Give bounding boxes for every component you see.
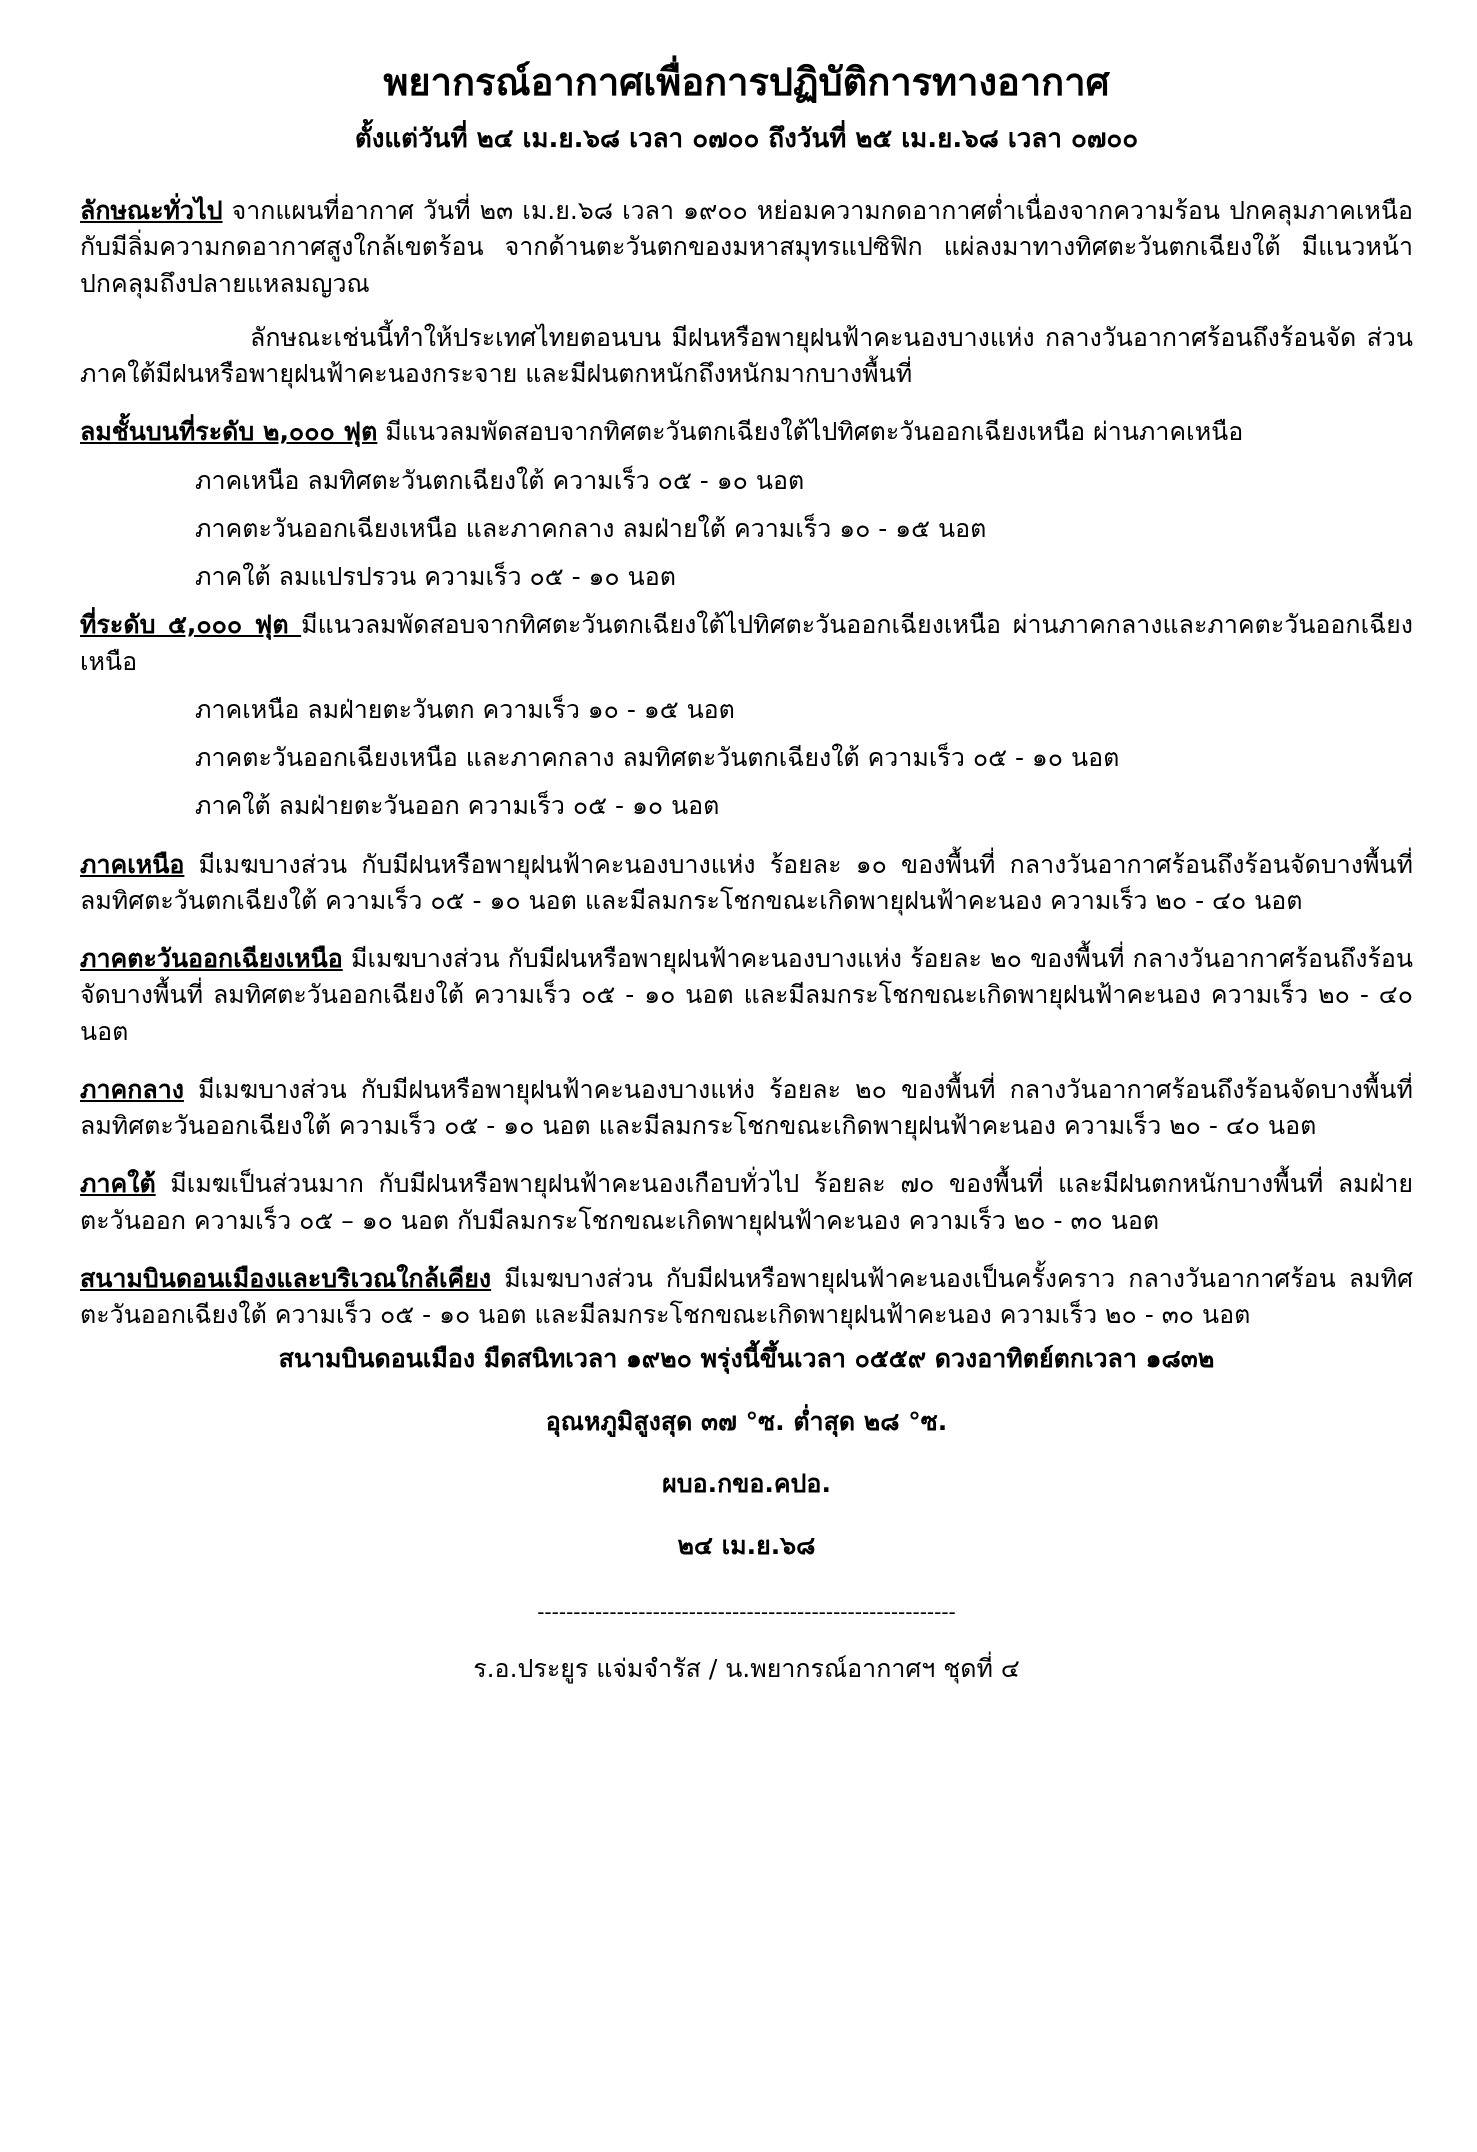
northeast-section: [80, 941, 1413, 1050]
wind-5000-section: [80, 607, 1413, 680]
airport-text: มีเมฆบางส่วน กับมีฝนหรือพายุฝนฟ้าคะนองเป็นครั้งคราว กลางวันอากาศร้อน ลมทิศตะวันออกเฉียงใต้ ความเร็ว ๐๕ - ๑๐ นอต และมีลมกระโชกขณะเกิดพายุฝนฟ้าคะนอง ความเร็ว ๒๐ - ๓๐ นอต: [80, 1263, 1413, 1330]
general-section: [80, 193, 1413, 302]
forecaster-signature: ร.อ.ประยูร แจ่มจำรัส / น.พยากรณ์อากาศฯ ชุดที่ ๔: [473, 1654, 1020, 1684]
central-section: [80, 1072, 1413, 1145]
sun-times: สนามบินดอนเมือง มืดสนิทเวลา ๑๙๒๐ พรุ่งนี้ขึ้นเวลา ๐๕๕๙ ดวงอาทิตย์ตกเวลา ๑๘๓๒: [278, 1344, 1215, 1374]
wind-5000-line: ภาคเหนือ ลมฝ่ายตะวันตก ความเร็ว ๑๐ - ๑๕ นอต: [195, 694, 735, 724]
issuing-unit: ผบอ.กขอ.คปอ.: [662, 1468, 831, 1498]
wind-5000-text: มีแนวลมพัดสอบจากทิศตะวันตกเฉียงใต้ไปทิศตะวันออกเฉียงเหนือ ผ่านภาคกลางและภาคตะวันออกเฉียงเหนือ: [80, 610, 1414, 676]
north-label: ภาคเหนือ: [80, 849, 185, 879]
wind-2000-line: ภาคเหนือ ลมทิศตะวันตกเฉียงใต้ ความเร็ว ๐๕ - ๑๐ นอต: [195, 465, 805, 495]
general-text-2: ลักษณะเช่นนี้ทำให้ประเทศไทยตอนบน มีฝนหรือพายุฝนฟ้าคะนองบางแห่ง กลางวันอากาศร้อนถึงร้อนจัด ส่วนภาคใต้มีฝนหรือพายุฝนฟ้าคะนองกระจาย และมีฝนตกหนักถึงหนักมากบางพื้นที่: [80, 322, 1413, 389]
wind-5000-label: ที่ระดับ ๕,๐๐๐ ฟุต: [80, 610, 302, 640]
wind-2000-line: ภาคใต้ ลมแปรปรวน ความเร็ว ๐๕ - ๑๐ นอต: [195, 562, 676, 592]
temperature: อุณหภูมิสูงสุด ๓๗ °ซ. ต่ำสุด ๒๘ °ซ.: [545, 1406, 948, 1436]
general-text: จากแผนที่อากาศ วันที่ ๒๓ เม.ย.๖๘ เวลา ๑๙๐๐ หย่อมความกดอากาศต่ำเนื่องจากความร้อน ปกคลุมภาคเหนือ กับมีลิ่มความกดอากาศสูงใกล้เขตร้อน จากด้านตะวันตกของมหาสมุทรแปซิฟิก แผ่ลงมาทางทิศตะวันตกเฉียงใต้ มีแนวหน้าปกคลุมถึงปลายแหลมญวณ: [80, 196, 1413, 298]
wind-5000-line: ภาคใต้ ลมฝ่ายตะวันออก ความเร็ว ๐๕ - ๑๐ นอต: [195, 791, 720, 821]
airport-section: [80, 1261, 1413, 1334]
south-label: ภาคใต้: [80, 1169, 156, 1199]
wind-2000-text: มีแนวลมพัดสอบจากทิศตะวันตกเฉียงใต้ไปทิศตะวันออกเฉียงเหนือ ผ่านภาคเหนือ: [377, 417, 1244, 447]
wind-2000-label: ลมชั้นบนที่ระดับ ๒,๐๐๐ ฟุต: [80, 417, 378, 447]
issue-date: ๒๔ เม.ย.๖๘: [677, 1531, 816, 1561]
north-text: มีเมฆบางส่วน กับมีฝนหรือพายุฝนฟ้าคะนองบางแห่ง ร้อยละ ๑๐ ของพื้นที่ กลางวันอากาศร้อนถึงร้อนจัดบางพื้นที่ ลมทิศตะวันตกเฉียงใต้ ความเร็ว ๐๕ - ๑๐ นอต และมีลมกระโชกขณะเกิดพายุฝนฟ้าคะนอง ความเร็ว ๒๐ - ๔๐ นอต: [80, 849, 1413, 915]
page-title: พยากรณ์อากาศเพื่อการปฏิบัติการทางอากาศ: [383, 60, 1110, 104]
wind-5000-line: ภาคตะวันออกเฉียงเหนือ และภาคกลาง ลมทิศตะวันตกเฉียงใต้ ความเร็ว ๐๕ - ๑๐ นอต: [195, 743, 1120, 773]
forecast-period: ตั้งแต่วันที่ ๒๔ เม.ย.๖๘ เวลา ๐๗๐๐ ถึงวันที่ ๒๕ เม.ย.๖๘ เวลา ๐๗๐๐: [354, 124, 1139, 155]
wind-2000-line: ภาคตะวันออกเฉียงเหนือ และภาคกลาง ลมฝ่ายใต้ ความเร็ว ๑๐ - ๑๕ นอต: [195, 513, 987, 543]
south-text: มีเมฆเป็นส่วนมาก กับมีฝนหรือพายุฝนฟ้าคะนองเกือบทั่วไป ร้อยละ ๗๐ ของพื้นที่ และมีฝนตกหนักบางพื้นที่ ลมฝ่ายตะวันออก ความเร็ว ๐๕ – ๑๐ นอต กับมีลมกระโชกขณะเกิดพายุฝนฟ้าคะนอง ความเร็ว ๒๐ - ๓๐ นอต: [80, 1169, 1413, 1235]
airport-label: สนามบินดอนเมืองและบริเวณใกล้เคียง: [80, 1263, 492, 1293]
central-label: ภาคกลาง: [80, 1074, 184, 1104]
wind-2000-section: [80, 414, 1413, 450]
south-section: [80, 1166, 1413, 1239]
general-label: ลักษณะทั่วไป: [80, 196, 223, 226]
divider-line: ----------------------------------------------------------: [537, 1600, 956, 1625]
northeast-text: มีเมฆบางส่วน กับมีฝนหรือพายุฝนฟ้าคะนองบางแห่ง ร้อยละ ๒๐ ของพื้นที่ กลางวันอากาศร้อนถึงร้อนจัดบางพื้นที่ ลมทิศตะวันออกเฉียงใต้ ความเร็ว ๐๕ - ๑๐ นอต และมีลมกระโชกขณะเกิดพายุฝนฟ้าคะนอง ความเร็ว ๒๐ - ๔๐ นอต: [80, 944, 1413, 1046]
north-section: [80, 847, 1413, 920]
central-text: มีเมฆบางส่วน กับมีฝนหรือพายุฝนฟ้าคะนองบางแห่ง ร้อยละ ๒๐ ของพื้นที่ กลางวันอากาศร้อนถึงร้อนจัดบางพื้นที่ ลมทิศตะวันออกเฉียงใต้ ความเร็ว ๐๕ - ๑๐ นอต และมีลมกระโชกขณะเกิดพายุฝนฟ้าคะนอง ความเร็ว ๒๐ - ๔๐ นอต: [80, 1074, 1413, 1141]
northeast-label: ภาคตะวันออกเฉียงเหนือ: [80, 944, 343, 974]
